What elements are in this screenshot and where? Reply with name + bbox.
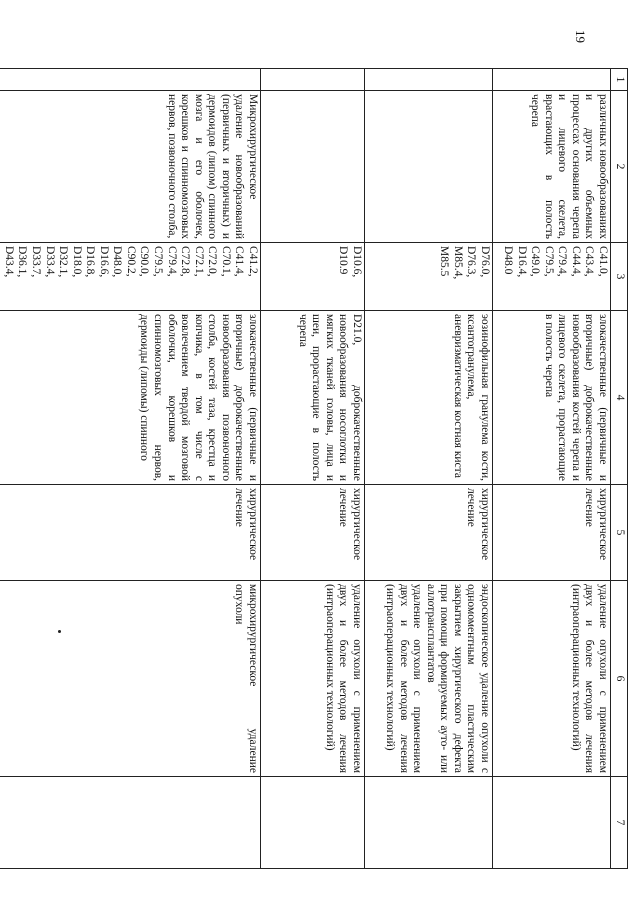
diagnosis-cell: злокачественные (первичные и вторичные) доброкачественные новообразования позвоночного столба, костей таза, крестца и копчика, в том числе с вовлечением твердой мозговой оболочки, корешков и спинномозговых нервов, дермоиды (липомы) спинного [0, 311, 261, 485]
method-cell: удаление опухоли с применением двух и более методов лечения (интраоперационных технологий) [493, 581, 611, 777]
care-type-cell: различных новообразованиях и других объемных процессах основания черепа и лицевого скелета, врастающих в полость черепа [493, 91, 611, 243]
treatment-type-cell: хирургическое лечение [365, 485, 493, 581]
method-cell: эндоскопическое удаление опухоли с одномоментным пластическим закрытием хирургического дефекта при помощи формируемых ауто- или аллотрансплантатов удаление опухоли с применением двух и более методов лечения (интраоперационных технологий) [365, 581, 493, 777]
column-number: 6 [611, 581, 628, 777]
icd-codes-cell: D10.6, D10.9 [261, 243, 365, 311]
column-number: 2 [611, 91, 628, 243]
row-number-cell [261, 69, 365, 91]
method-cell: микрохирургическое удаление опухоли [0, 581, 261, 777]
column-number: 7 [611, 777, 628, 869]
table-row [261, 69, 365, 869]
norm-cell [493, 777, 611, 869]
row-number-cell [0, 69, 261, 91]
column-number: 1 [611, 69, 628, 91]
column-number: 4 [611, 311, 628, 485]
row-number-cell [493, 69, 611, 91]
norm-cell [0, 777, 261, 869]
treatment-table [0, 68, 628, 869]
row-number-cell [365, 69, 493, 91]
column-number-row [611, 69, 628, 869]
icd-codes-cell: C41.2, C41.4, C70.1, C72.0, C72.1, C72.8, C79.4, C79.5, C90.0, C90.2, D48.0, D16.6, D16.8, D18.0, D32.1, D33.4, D33.7, D36.1, D43.4, [0, 243, 261, 311]
column-number: 3 [611, 243, 628, 311]
norm-cell [261, 777, 365, 869]
page-number: 19 [573, 30, 588, 43]
treatment-type-cell: хирургическое лечение [0, 485, 261, 581]
rotated-table-wrapper [2, 68, 628, 868]
norm-cell [365, 777, 493, 869]
diagnosis-cell: эозинофильная гранулема кости, ксантогранулема, аневризматическая костная киста [365, 311, 493, 485]
table-row [493, 69, 611, 869]
care-type-cell [261, 91, 365, 243]
method-cell: удаление опухоли с применением двух и более методов лечения (интраоперационных технологий) [261, 581, 365, 777]
treatment-type-cell: хирургическое лечение [261, 485, 365, 581]
table-row [365, 69, 493, 869]
table-row [0, 69, 261, 869]
icd-codes-cell: C41.0, C43.4, C44.4, C79.4, C79.5, C49.0, D16.4, D48.0 [493, 243, 611, 311]
care-type-cell [365, 91, 493, 243]
care-type-cell: Микрохирургическое удаление новообразований (первичных и вторичных) и дермоидов (липом) спинного мозга и его оболочек, корешков и спинномозговых нервов, позвоночного столба, [0, 91, 261, 243]
diagnosis-cell: злокачественные (первичные и вторичные) доброкачественные новообразования костей черепа и лицевого скелета, прорастающие в полость черепа [493, 311, 611, 485]
column-number: 5 [611, 485, 628, 581]
treatment-type-cell: хирургическое лечение [493, 485, 611, 581]
diagnosis-cell: D21.0, доброкачественные новообразования носоглотки и мягких тканей головы, лица и шеи, прорастающие в полость черепа [261, 311, 365, 485]
icd-codes-cell: D76.0, D76.3, M85.4, M85.5 [365, 243, 493, 311]
